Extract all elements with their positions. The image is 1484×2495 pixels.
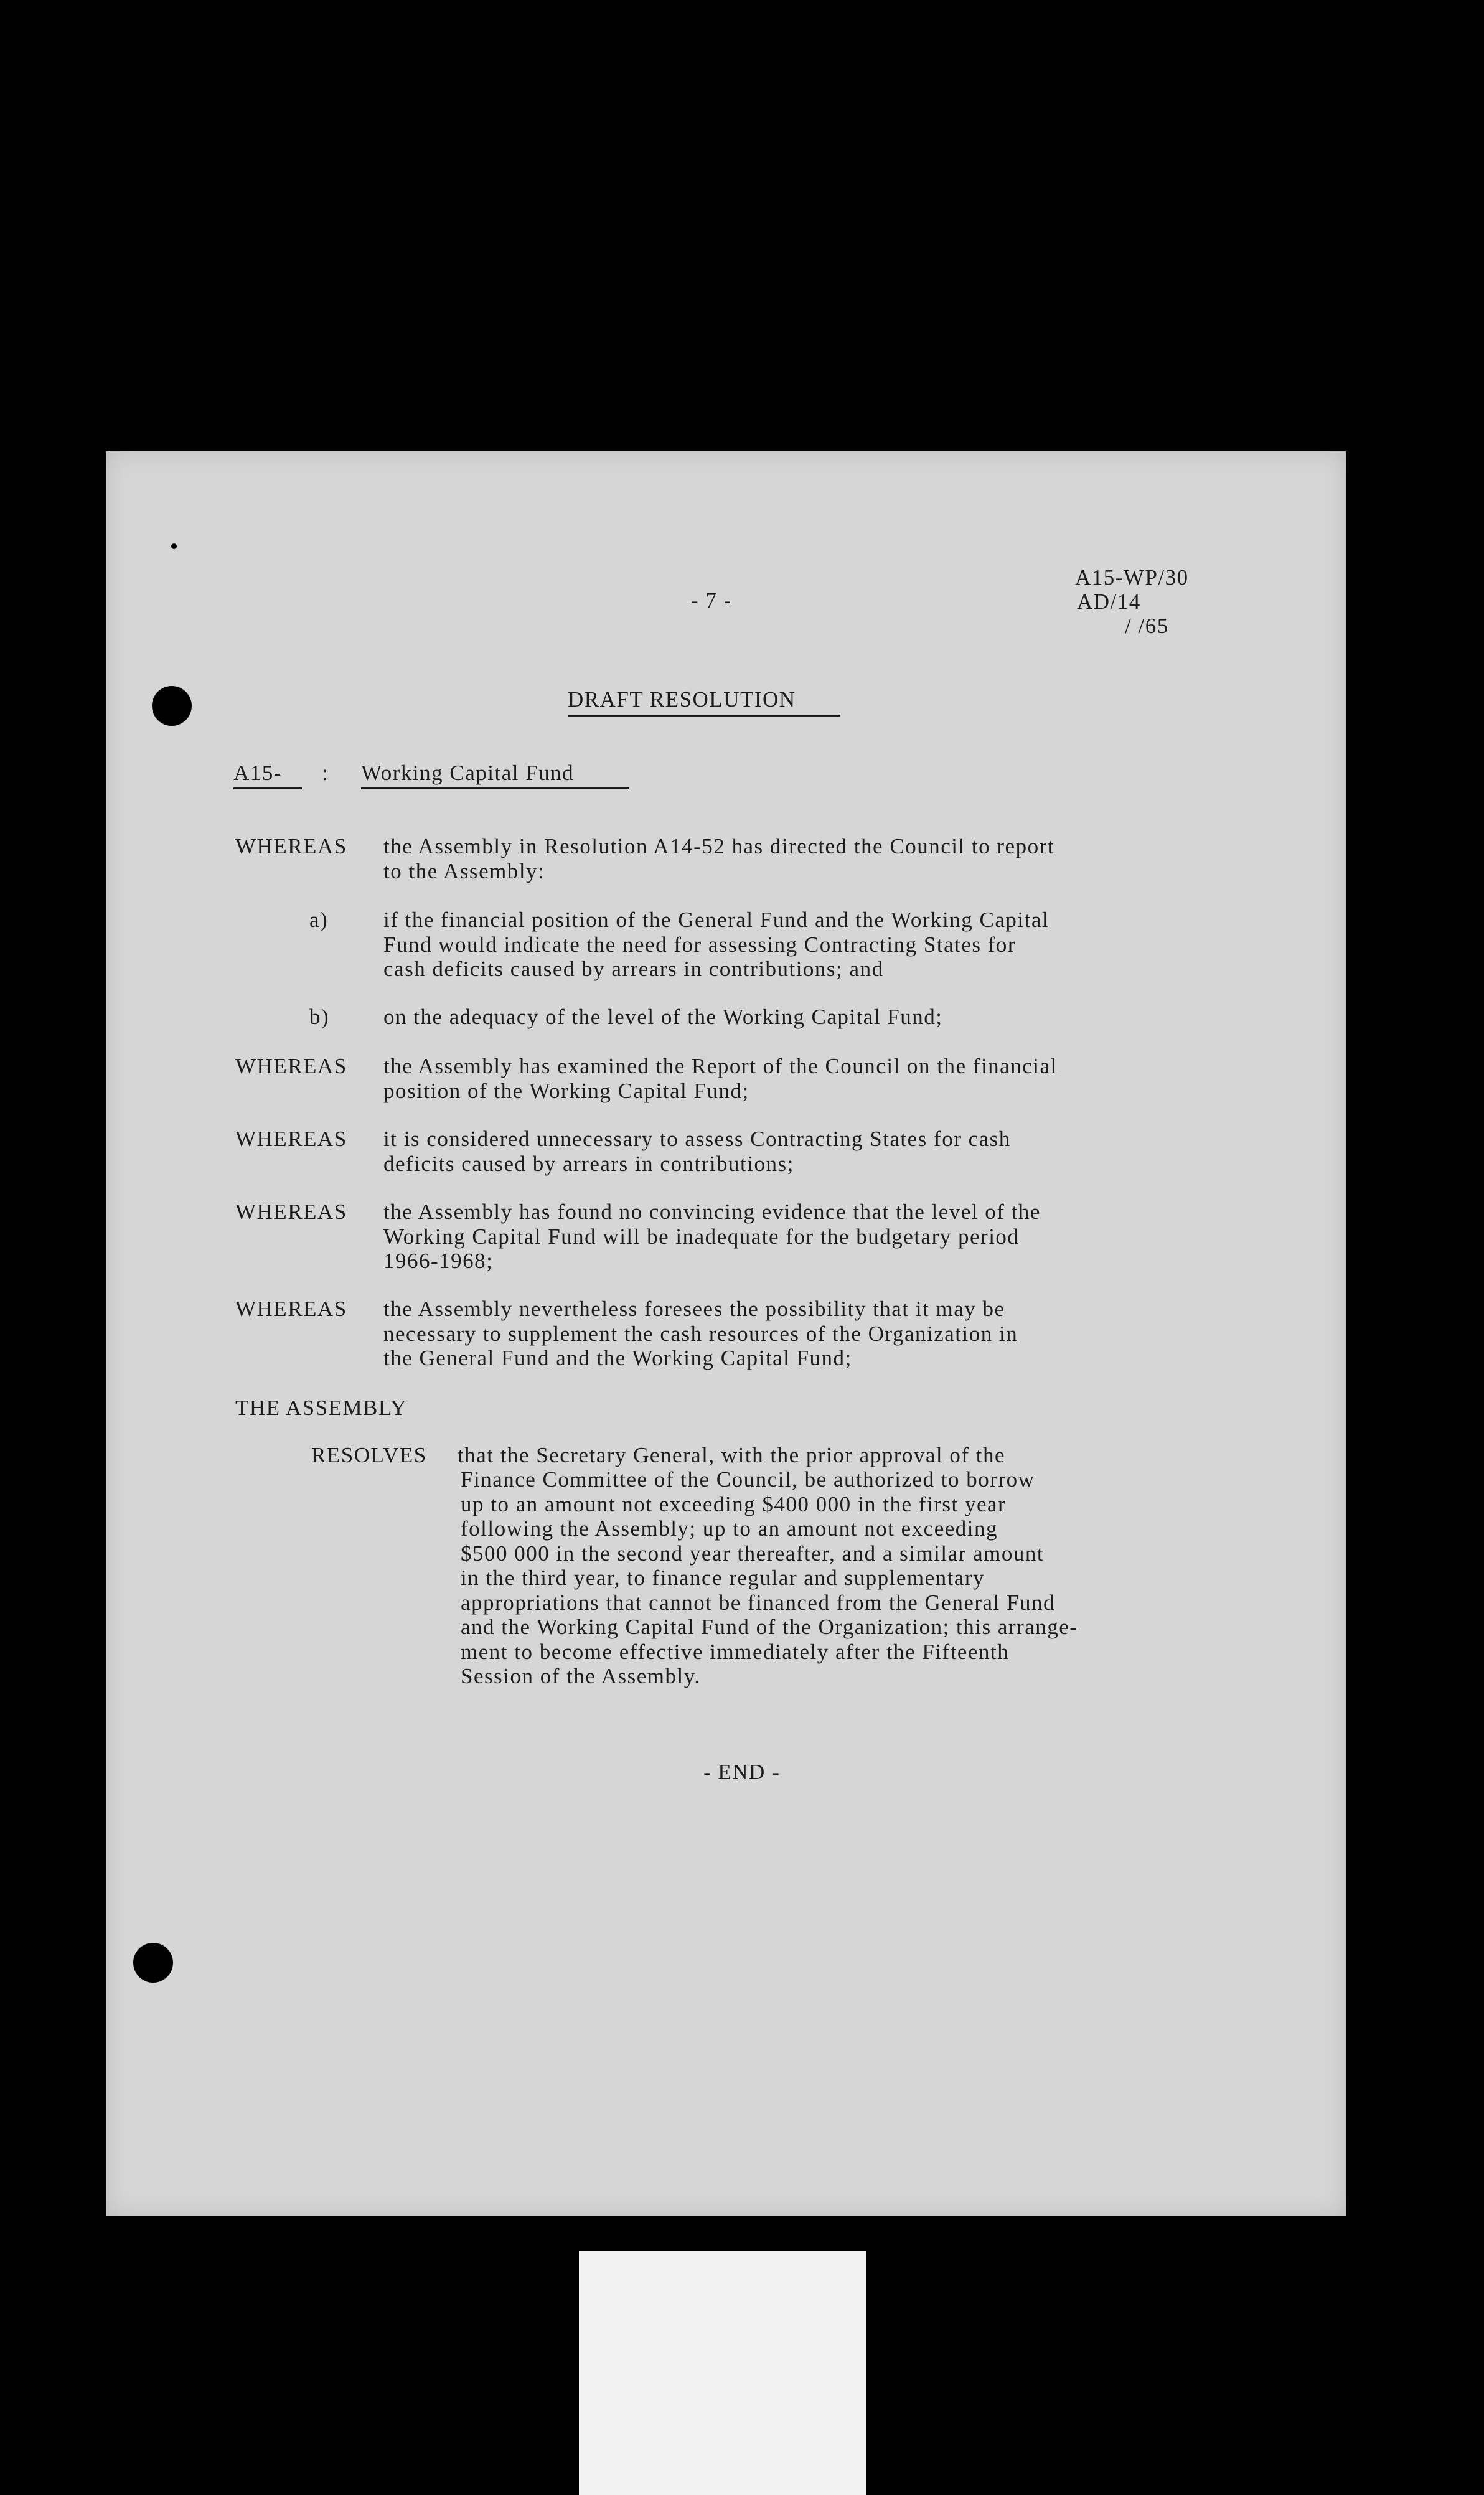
page-number: - 7 - xyxy=(691,588,732,613)
resolution-subject: Working Capital Fund xyxy=(361,761,575,785)
clause-text-5: it is considered unnecessary to assess Contracting States for cash deficits caused by arrears in contributions; xyxy=(383,1127,1011,1176)
reference-line-2: AD/14 xyxy=(1077,590,1141,614)
reference-line-3: / /65 xyxy=(1125,614,1169,638)
punch-hole-top xyxy=(152,686,192,726)
clause-text-1: the Assembly in Resolution A14-52 has directed the Council to report to the Assembly: xyxy=(383,834,1054,883)
document-title: DRAFT RESOLUTION xyxy=(568,687,796,712)
clause-text-7: the Assembly nevertheless foresees the possibility that it may be necessary to supplement the cash resources of the Organization in the General Fund and the Working Capital Fund; xyxy=(383,1297,1018,1370)
resolution-number: A15- xyxy=(233,761,282,785)
clause-label-1: WHEREAS xyxy=(235,834,347,858)
clause-label-4: WHEREAS xyxy=(235,1054,347,1078)
clause-label-7: WHEREAS xyxy=(235,1297,347,1321)
resolution-number-underline xyxy=(233,787,302,789)
resolves-first-line: that the Secretary General, with the prior approval of the xyxy=(458,1443,1006,1467)
clause-text-3: on the adequacy of the level of the Working Capital Fund; xyxy=(383,1005,943,1029)
punch-hole-bottom xyxy=(133,1943,173,1983)
the-assembly-heading: THE ASSEMBLY xyxy=(235,1396,408,1420)
clause-label-6: WHEREAS xyxy=(235,1200,347,1224)
clause-label-5: WHEREAS xyxy=(235,1127,347,1151)
clause-text-4: the Assembly has examined the Report of the Council on the financial position of the Working Capital Fund; xyxy=(383,1054,1058,1103)
clause-label-3: b) xyxy=(309,1005,330,1029)
reference-line-1: A15-WP/30 xyxy=(1075,565,1189,590)
speck-mark xyxy=(171,543,177,549)
clause-text-2: if the financial position of the General Fund and the Working Capital Fund would indicate the need for assessing Contracting States for cash deficits caused by arrears in contributions; and xyxy=(383,908,1050,981)
resolution-subject-underline xyxy=(361,787,629,789)
resolves-label: RESOLVES xyxy=(311,1443,427,1467)
resolution-separator: : xyxy=(322,761,329,785)
blank-card xyxy=(579,2251,866,2495)
end-marker: - END - xyxy=(703,1760,781,1784)
resolves-text: Finance Committee of the Council, be authorized to borrow up to an amount not exceeding $400 000 in the first year following the Assembly; up to an amount not exceeding $500 000 in the second year thereafter, and a similar amount in the third year, to finance regular and supplementary appropriations that cannot be financed from the General Fund and the Working Capital Fund of the Organization; this arrange- ment to become effective immediately after the Fifteenth Session of the Assembly. xyxy=(461,1467,1078,1688)
title-underline xyxy=(568,715,840,717)
clause-text-6: the Assembly has found no convincing evidence that the level of the Working Capital Fund will be inadequate for the budgetary period 1966-1968; xyxy=(383,1200,1041,1273)
clause-label-2: a) xyxy=(309,908,329,932)
